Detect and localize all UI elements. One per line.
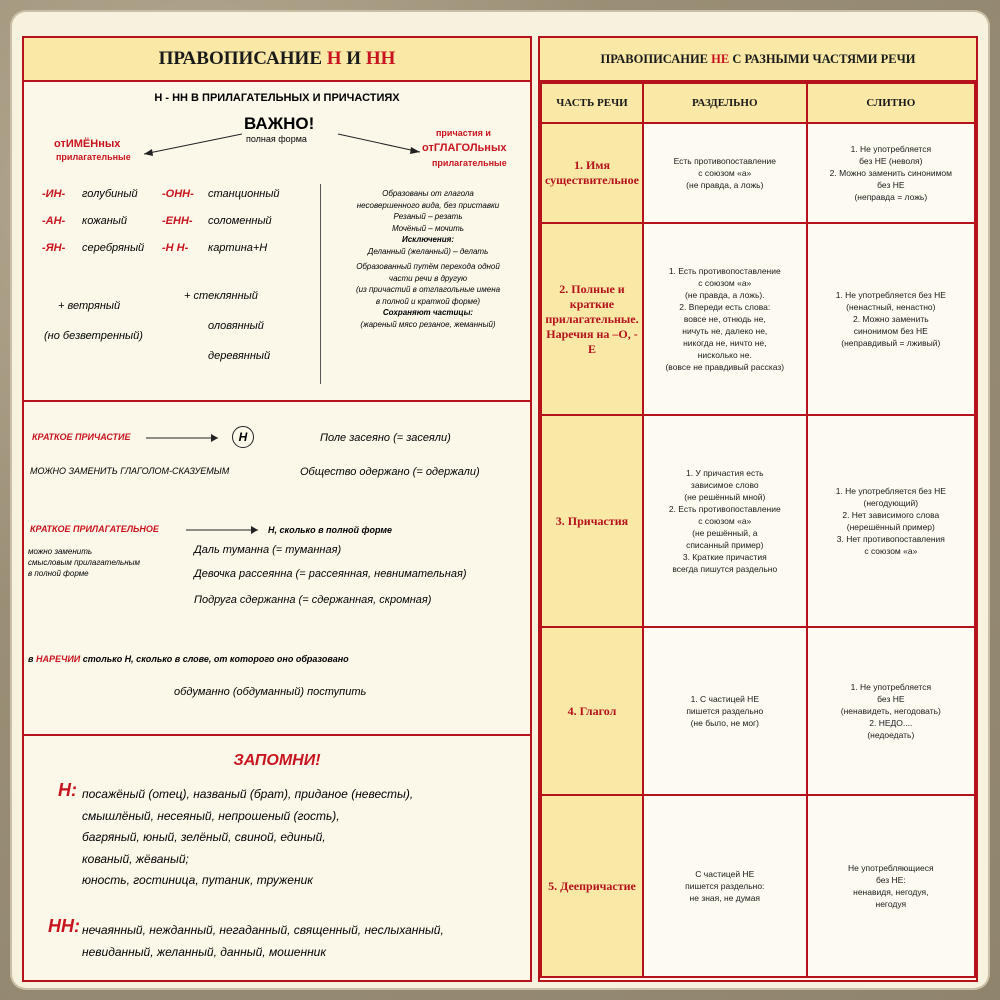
verb-line: Исключения: (401, 235, 455, 244)
cell-line: без НЕ (неволя) (859, 155, 923, 166)
cell-line: (вовсе не правдивый рассказ) (665, 361, 785, 372)
cell-line: 1. Не употребляется без НЕ (835, 289, 946, 300)
word-kartina: картина+Н (208, 242, 268, 254)
branch-arrows (24, 38, 530, 198)
cell-line: ничуть не, далеко не, (682, 325, 768, 336)
nn-extra-derevyanny: деревянный (208, 350, 271, 362)
adj-note-line: в полной форме (28, 569, 89, 578)
cell-line: никогда не, ничто не, (683, 337, 767, 348)
verb-line: (из причастий в отглагольные имена (355, 285, 501, 294)
example-zaseyano (320, 432, 451, 445)
arrow-adj-rule (186, 524, 266, 536)
pos-cell: 3. Причастия (541, 415, 643, 627)
pos-cell: 4. Глагол (541, 627, 643, 795)
section1-subtitle: Н - НН В ПРИЛАГАТЕЛЬНЫХ И ПРИЧАСТИЯХ (154, 92, 400, 104)
adverb-rule (28, 654, 349, 665)
cell-line: без НЕ (877, 693, 905, 704)
n-words-line: смышлёный, несеяный, непрошеный (гость), (82, 808, 340, 823)
suffix-an: -АН- (42, 215, 66, 227)
example-1-text: Поле засеяно (320, 432, 390, 444)
verb-line: части речи в другую (388, 273, 468, 283)
cell-line: (не правда, а ложь) (686, 179, 764, 190)
cell-line: (не было, не мог) (690, 717, 759, 728)
replace-text: МОЖНО ЗАМЕНИТЬ ГЛАГОЛОМ-СКАЗУЕМЫМ (30, 466, 230, 476)
suffix-onn: -ОНН- (162, 188, 194, 200)
n-words-line: посажёный (отец), названый (брат), приданое (невесты), (82, 787, 414, 801)
from-noun-sublabel: прилагательные (56, 152, 131, 162)
together-cell (807, 223, 975, 415)
cell-line: 2. Нет зависимого слова (842, 509, 940, 520)
suffix-enn: -ЕНН- (162, 215, 193, 227)
nn-words-line: нечаянный, нежданный, негаданный, священный, неслыханный, (82, 923, 444, 937)
table-row (541, 795, 975, 977)
ne-table (540, 82, 976, 978)
suffix-in: -ИН- (42, 188, 66, 200)
cell-line: 1. Не употребляется (850, 143, 932, 154)
separate-cell (643, 223, 807, 415)
nn-extra-olovyanny: оловянный (208, 320, 264, 332)
word-golubiny: голубиный (82, 188, 138, 200)
cell-line: с союзом «а» (864, 545, 918, 556)
cell-line: негодуя (875, 898, 907, 909)
suffix-yan: -ЯН- (42, 242, 66, 254)
adj-note-line: смысловым прилагательным (28, 558, 141, 567)
nn-label: НН: (48, 916, 80, 936)
cell-line: (не решённый мной) (684, 491, 766, 502)
verb-line: в полной и краткой форме) (375, 296, 481, 306)
cell-line: с союзом «а» (698, 167, 752, 178)
adj-ex-2: Девочка рассеянна (= рассеянная, невнимательная) (194, 568, 467, 580)
cell-line: 2. НЕДО.... (869, 717, 913, 728)
cell-line: (негодующий) (863, 497, 919, 508)
cell-line: всегда пишутся раздельно (672, 563, 778, 574)
n-words-line: багряный, юный, зелёный, свиной, единый, (82, 830, 326, 844)
cell-line: (ненастный, ненастно) (846, 301, 936, 312)
pos-cell: 2. Полные и краткие прилагательные. Наречия на –О, - Е (541, 223, 643, 415)
adverb-label: НАРЕЧИИ (35, 654, 81, 664)
short-participle-label: КРАТКОЕ ПРИЧАСТИЕ (32, 432, 131, 442)
adj-ex-3: Подруга сдержанна (= сдержанная, скромная) (194, 594, 432, 606)
n-circle: Н (232, 426, 254, 448)
cell-line: Есть противопоставление (673, 155, 777, 166)
cell-line: Не употребляющиеся (848, 862, 934, 873)
cell-line: с союзом «а» (698, 277, 752, 288)
together-cell (807, 415, 975, 627)
cell-line: пишется раздельно (686, 705, 764, 716)
cell-line: С частицей НЕ (695, 868, 755, 879)
cell-line: 1. Не употребляется (850, 681, 932, 692)
example-oderzhano (300, 466, 480, 479)
title-nn: НН (365, 48, 396, 69)
cell-line: 2. Впереди есть слова: (679, 301, 771, 312)
adverb-prefix: в (28, 654, 34, 664)
cell-line: не зная, не думая (689, 892, 761, 903)
title-prefix: ПРАВОПИСАНИЕ (158, 48, 323, 69)
cell-line: 3. Нет противопоставления (836, 533, 945, 544)
nn-words-line: невиданный, желанный, данный, мошенник (82, 944, 327, 959)
from-verb-label-1: причастия и (436, 128, 491, 138)
exception-vetryany: + ветряный (58, 300, 121, 312)
cell-line: 3. Краткие причастия (682, 551, 767, 562)
cell-line: пишется раздельно: (685, 880, 765, 891)
exception-bezvetrenny: (но безветренный) (44, 330, 143, 342)
adj-ex-1: Даль туманна (= туманная) (194, 544, 342, 556)
cell-line: 2. Можно заменить синонимом (829, 167, 952, 178)
section-divider-1 (24, 400, 530, 402)
n-words-line: юность, гостиница, путаник, труженик (82, 873, 313, 887)
cell-line: синонимом без НЕ (853, 325, 928, 336)
cell-line: с союзом «а» (698, 515, 752, 526)
separate-cell (643, 415, 807, 627)
from-verb-label-2: отГЛАГОЛьных (422, 142, 507, 154)
cell-line: без НЕ (877, 179, 905, 190)
header-together: СЛИТНО (807, 83, 975, 123)
cell-line: 1. У причастия есть (685, 467, 764, 478)
together-cell (807, 123, 975, 223)
word-serebryany: серебряный (82, 242, 145, 254)
cell-line: (неправдивый = лживый) (841, 337, 941, 348)
verb-line: Резаный – резать (393, 212, 463, 221)
word-stantsionny: станционный (208, 188, 280, 200)
suffix-n-n: -Н Н- (162, 242, 189, 254)
adj-rule: Н, сколько в полной форме (268, 525, 393, 535)
pos-cell: 1. Имя существительное (541, 123, 643, 223)
table-row (541, 223, 975, 415)
from-noun-label: отИМЁНных (54, 138, 121, 150)
cell-line: нисколько не. (697, 349, 752, 360)
full-form-label: полная форма (246, 134, 307, 144)
cell-line: 2. Есть противопоставление (668, 503, 781, 514)
important-label: ВАЖНО! (244, 114, 315, 133)
adverb-rule-text: столько Н, сколько в слове, от которого оно образовано (82, 654, 349, 664)
n-words (82, 784, 413, 892)
verb-line: Образованный путём перехода одной (356, 262, 500, 271)
header-part-of-speech: ЧАСТЬ РЕЧИ (541, 83, 643, 123)
example-2-text: Общество одержано (300, 466, 410, 478)
remember-title: ЗАПОМНИ! (233, 752, 321, 769)
together-cell (807, 795, 975, 977)
cell-line: (ненавидеть, негодовать) (840, 705, 941, 716)
right-title-prefix: ПРАВОПИСАНИЕ (600, 51, 709, 66)
suffix-ryad-nn (162, 188, 332, 269)
cell-line: (неправда = ложь) (854, 191, 928, 202)
cell-line: зависимое слово (690, 479, 759, 490)
cell-line: (не правда, а ложь). (684, 289, 765, 300)
from-verb-label-3: прилагательные (432, 158, 507, 168)
cell-line: 1. Не употребляется без НЕ (835, 485, 946, 496)
separate-cell (643, 123, 807, 223)
verb-line: Образованы от глагола (382, 189, 474, 198)
verb-line: несовершенного вида, без приставки (356, 200, 500, 210)
verb-rules (330, 188, 526, 330)
nn-extra-steklyanny: + стеклянный (184, 290, 258, 302)
cell-line: 1. Есть противопоставление (668, 265, 781, 276)
cell-line: без НЕ: (875, 874, 906, 885)
verb-line: (жареный мясо резаное, жеманный) (360, 319, 496, 329)
header-separate: РАЗДЕЛЬНО (643, 83, 807, 123)
right-title (540, 38, 976, 82)
cell-line: вовсе не, отнюдь не, (683, 313, 766, 324)
table-row (541, 123, 975, 223)
cell-line: (нерешённый пример) (846, 521, 935, 532)
n-label: Н: (58, 780, 77, 800)
right-title-ne: НЕ (711, 51, 730, 66)
nn-words (82, 920, 444, 963)
section-divider-2 (24, 734, 530, 736)
together-cell (807, 627, 975, 795)
poster-board (12, 12, 988, 988)
vertical-divider (320, 184, 321, 384)
title-i: И (346, 48, 362, 69)
separate-cell (643, 627, 807, 795)
cell-line: ненавидя, негодуя, (853, 886, 929, 897)
arrow-to-n (146, 432, 226, 444)
table-row (541, 415, 975, 627)
word-kozhany: кожаный (82, 215, 128, 227)
adj-note (28, 546, 140, 579)
short-adj-label: КРАТКОЕ ПРИЛАГАТЕЛЬНОЕ (30, 524, 159, 534)
verb-line: Сохраняют частицы: (382, 308, 474, 317)
adj-note-line: можно заменить (28, 547, 93, 556)
title-n: Н (326, 48, 342, 69)
cell-line: 2. Можно заменить (852, 313, 929, 324)
pos-cell: 5. Деепричастие (541, 795, 643, 977)
right-title-suffix: С РАЗНЫМИ ЧАСТЯМИ РЕЧИ (732, 51, 916, 66)
table-header-row (541, 83, 975, 123)
left-panel (22, 36, 532, 982)
cell-line: списанный пример) (686, 539, 764, 550)
verb-line: Мочёный – мочить (391, 223, 464, 233)
adverb-example: обдуманно (обдуманный) поступить (174, 686, 367, 698)
cell-line: 1. С частицей НЕ (690, 693, 759, 704)
example-1-note: (= засеяли) (393, 432, 451, 444)
verb-line: Деланный (желанный) – делать (367, 246, 489, 256)
example-2-note: (= одержали) (412, 466, 480, 478)
cell-line: (недоедать) (867, 729, 915, 740)
table-row (541, 627, 975, 795)
cell-line: (не решённый, а (692, 527, 758, 538)
word-solomenny: соломенный (208, 215, 272, 227)
right-panel (538, 36, 978, 982)
n-words-line: кованый, жёваный; (82, 851, 189, 866)
separate-cell (643, 795, 807, 977)
